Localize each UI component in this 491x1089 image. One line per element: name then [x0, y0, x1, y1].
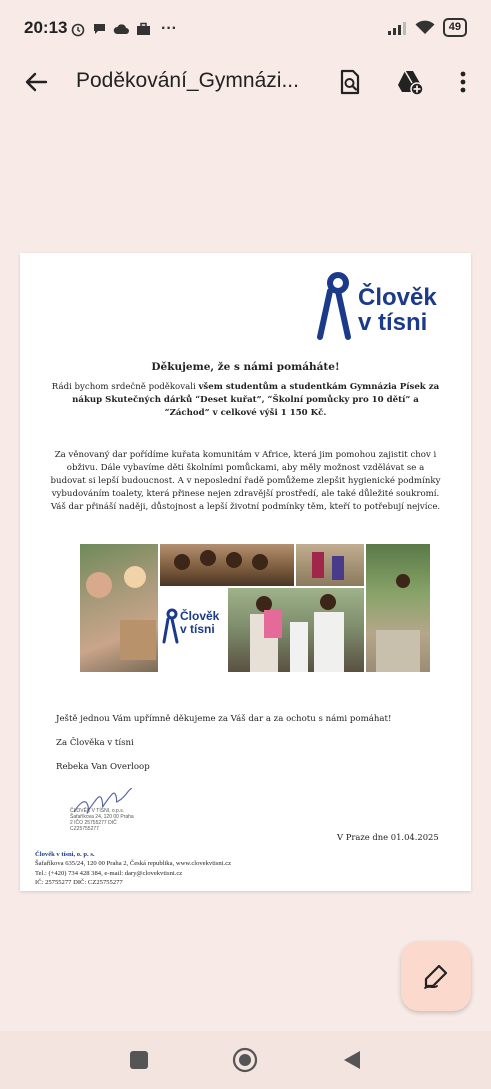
footer-organization: Člověk v tísni, o. p. s.: [35, 851, 95, 858]
signer-name: Rebeka Van Overloop: [56, 762, 150, 772]
photo-family: [228, 588, 364, 672]
search-in-document-icon[interactable]: [336, 68, 364, 96]
status-icons: [70, 20, 177, 38]
thanks-paragraph: [50, 381, 441, 420]
thanks-lead: Rádi bychom srdečně poděkovali: [51, 382, 199, 392]
photo-well: [366, 544, 430, 672]
add-to-drive-icon[interactable]: [396, 68, 424, 96]
document-title: Poděkování_Gymnázi...: [76, 69, 299, 92]
pen-edit-icon: [422, 962, 450, 990]
photo-children-box: [80, 544, 158, 672]
back-navigation-icon[interactable]: [342, 1049, 362, 1071]
photo-women-field: [296, 544, 364, 586]
status-time: 20:13: [24, 18, 68, 37]
photo-collage: [80, 544, 430, 672]
briefcase-icon: [136, 22, 151, 37]
footer-contact: Tel.: (+420) 734 428 384, e-mail: dary@clovekvtisni.cz: [35, 869, 183, 877]
alarm-icon: [70, 21, 86, 37]
for-organization-line: Za Člověka v tísni: [56, 738, 134, 748]
more-options-icon[interactable]: [449, 68, 477, 96]
recent-apps-icon[interactable]: [129, 1050, 149, 1070]
annotate-button[interactable]: [401, 941, 471, 1011]
footer-ids: IČ: 25755277 DIČ: CZ25755277: [35, 878, 123, 886]
logo-text: Člověk v tísni: [358, 284, 437, 336]
letter-footer: [35, 850, 231, 887]
letter-heading: Děkujeme, že s námi pomáháte!: [151, 361, 340, 373]
home-icon[interactable]: [232, 1047, 258, 1073]
status-bar: [0, 0, 491, 58]
chat-icon: [92, 22, 107, 36]
collage-logo: [160, 588, 226, 672]
closing-line: Ještě jednou Vám upřímně děkujeme za Váš dar a za ochotu s námi pomáhat!: [56, 714, 392, 724]
logo-figure-icon: [316, 271, 354, 341]
organization-logo: [316, 271, 446, 341]
app-bar: [0, 58, 491, 106]
wifi-icon: [415, 20, 435, 35]
cloud-icon: [113, 23, 130, 35]
organization-stamp: ČLOVĚK V TÍSNI, o.p.s. Šafaříkova 24, 120 00 Praha 2 IČO 25755277 DIČ CZ25755277: [70, 808, 134, 832]
letter-date: V Praze dne 01.04.2025: [337, 832, 439, 842]
photo-kids-group: [160, 544, 294, 586]
back-arrow-icon[interactable]: [22, 68, 50, 96]
gift-description-paragraph: Za věnovaný dar pořídíme kuřata komunitám v Africe, která jim pomohou zajistit chov i obživu. Dále vybavíme děti školními pomůckami, aby měly možnost vzdělávat se a budovat si lepší budoucnost. A v neposlední řadě pomůžeme zlepšit hygienické podmínky vybudováním toalety, která přinese nejen zdravější prostředí, ale také důležité soukromí. Váš dar přináší naději, důstojnost a lepší životní podmínky těm, kteří to potřebují nejvíce.: [50, 450, 441, 512]
signal-icon: [387, 21, 407, 35]
status-right: [387, 18, 467, 37]
more-dots-icon: ···: [161, 20, 177, 37]
collage-logo-text: Člověk v tísni: [180, 609, 220, 636]
collage-logo-icon: [162, 608, 180, 644]
document-page: [20, 253, 471, 891]
footer-address: Šafaříkova 635/24, 120 00 Praha 2, Česká republika, www.clovekvtisni.cz: [35, 860, 232, 868]
system-navigation-bar: [0, 1031, 491, 1089]
battery-icon: 49: [443, 18, 467, 37]
thanks-bold: všem studentům a studentkám Gymnázia Písek za nákup Skutečných dárků “Deset kuřat”, “Školní pomůcky pro 10 dětí” a “Záchod” v celkové výši 1 150 Kč.: [72, 382, 440, 418]
